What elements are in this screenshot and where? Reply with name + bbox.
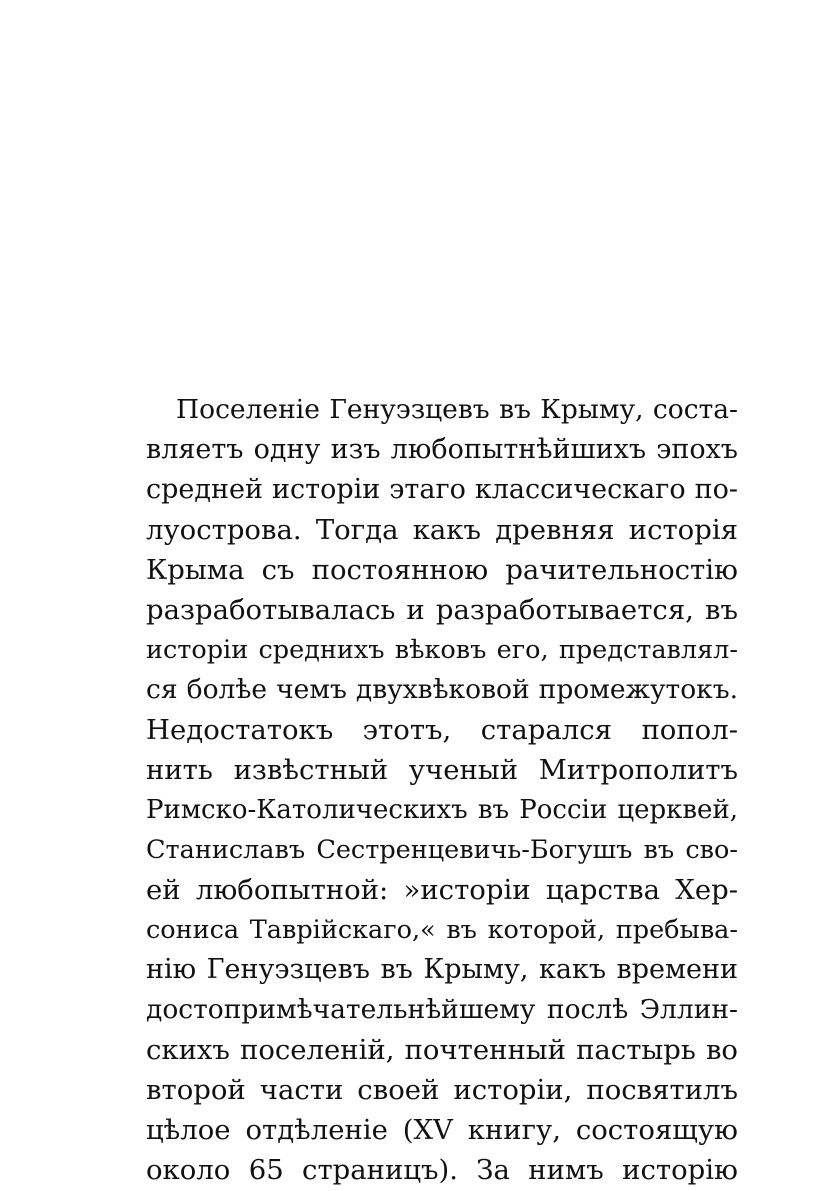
text-line: Недостатокъ этотъ, старался попол- bbox=[146, 714, 738, 746]
text-line: нить извѣстный ученый Митрополитъ bbox=[146, 754, 738, 786]
text-line: средней исторіи этаго классическаго по- bbox=[146, 474, 738, 505]
text-line: ся болѣе чемъ двухвѣковой промежутокъ. bbox=[146, 674, 738, 705]
text-line: Поселеніе Генуэзцевъ въ Крыму, соста- bbox=[176, 394, 738, 425]
text-line: второй части своей исторіи, посвятилъ bbox=[146, 1074, 738, 1106]
text-line: исторіи среднихъ вѣковъ его, представлял- bbox=[146, 635, 738, 665]
text-line: Римско-Католическихъ въ Россіи церквей, bbox=[146, 795, 738, 825]
text-line: ей любопытной: »исторіи царства Хер- bbox=[146, 874, 738, 906]
text-line: сониса Таврійскаго,« въ которой, пребыва- bbox=[146, 915, 738, 945]
text-line: около 65 страницъ). За нимъ исторію bbox=[146, 1154, 738, 1186]
text-line: скихъ поселеній, почтенный пастырь во bbox=[146, 1034, 738, 1066]
text-line: Крыма съ постоянною рачительностію bbox=[146, 554, 738, 586]
text-line: Станиславъ Сестренцевичь-Богушъ въ сво- bbox=[146, 835, 738, 865]
text-line: достопримѣчательнѣйшему послѣ Эллин- bbox=[146, 994, 738, 1025]
body-text bbox=[146, 390, 738, 1190]
text-line: цѣлое отдѣленіе (XV книгу, состоящую bbox=[146, 1114, 738, 1146]
text-line: нію Генуэзцевъ въ Крыму, какъ времени bbox=[146, 954, 738, 985]
text-line: луострова. Тогда какъ древняя исторія bbox=[146, 514, 738, 546]
text-line: вляетъ одну изъ любопытнѣйшихъ эпохъ bbox=[146, 434, 738, 465]
text-line: разработывалась и разработывается, въ bbox=[146, 594, 738, 626]
